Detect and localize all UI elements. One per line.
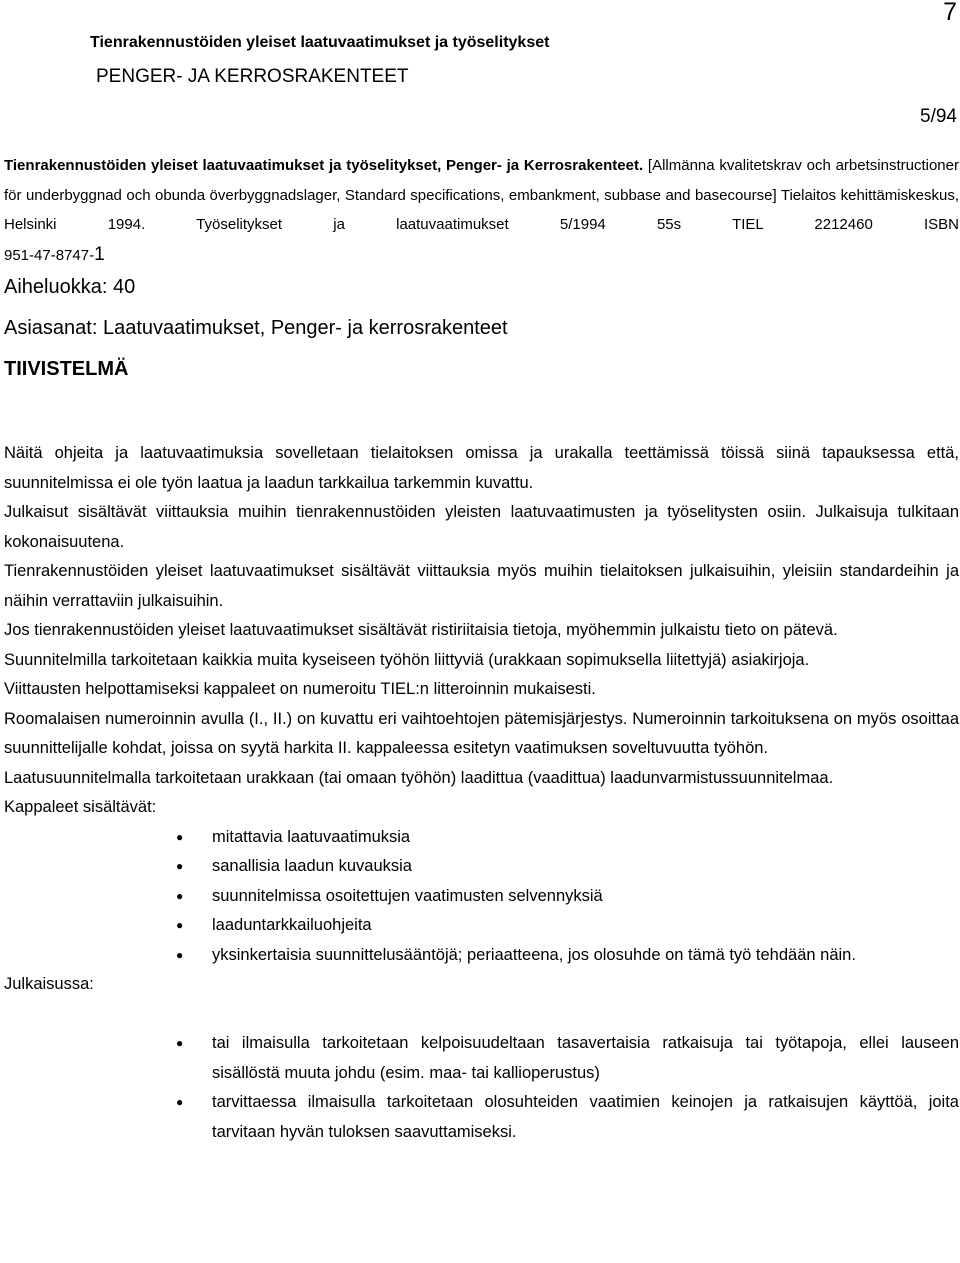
list-item: ● mitattavia laatuvaatimuksia [4, 823, 959, 853]
isbn-start: 951-47-8747- [4, 246, 95, 264]
biblio-isbn [4, 240, 959, 271]
publication-list [4, 1029, 959, 1147]
list-item: ● tai ilmaisulla tarkoitetaan kelpoisuudeltaan tasavertaisia ratkaisuja tai työtapoja, ellei lauseen sisällöstä muuta johdu (esim. maa- tai kallioperustus) [4, 1029, 959, 1088]
list-item: ● sanallisia laadun kuvauksia [4, 852, 959, 882]
paragraph: Julkaisut sisältävät viittauksia muihin tienrakennustöiden yleisten laatuvaatimusten ja työselitysten osiin. Julkaisuja tulkitaan kokonaisuutena. [4, 503, 959, 551]
list-item: ● suunnitelmissa osoitettujen vaatimusten selvennyksiä [4, 882, 959, 912]
paragraph: Näitä ohjeita ja laatuvaatimuksia sovelletaan tielaitoksen omissa ja urakalla teettämissä töissä siinä tapauksessa että, suunnitelmissa ei ole työn laatua ja laadun tarkkailua tarkemmin kuvattu. [4, 444, 959, 492]
biblio-details: [Allmänna kvalitetskrav och arbetsinstructioner för underbyggnad och obunda överbyggnadslager, Standard specifications, embankment, subbase and basecourse] Tielaitos kehittämiskeskus, Helsinki 1994. Työselitykset ja laatuvaatimukset 5/1994 55s TIEL 2212460 ISBN [4, 157, 959, 233]
list-item: ● laaduntarkkailuohjeita [4, 911, 959, 941]
summary-heading: TIIVISTELMÄ [4, 358, 129, 380]
isbn-end: 1 [94, 243, 105, 265]
category: Aiheluokka: 40 [4, 276, 136, 298]
contents-label: Kappaleet sisältävät: [4, 798, 157, 816]
spacer [4, 1000, 959, 1030]
paragraph: Tienrakennustöiden yleiset laatuvaatimukset sisältävät viittauksia myös muihin tielaitoksen julkaisuihin, yleisiin standardeihin ja näihin verrattaviin julkaisuihin. [4, 562, 959, 610]
list-item: ● tarvittaessa ilmaisulla tarkoitetaan olosuhteiden vaatimien keinojen ja ratkaisujen käyttöä, joita tarvitaan hyvän tuloksen saavuttamiseksi. [4, 1088, 959, 1147]
list-item: ● yksinkertaisia suunnittelusääntöjä; periaatteena, jos olosuhde on tämä työ tehdään näin. [4, 941, 959, 971]
header-title: Tienrakennustöiden yleiset laatuvaatimukset ja työselitykset [90, 34, 550, 51]
summary-body [4, 439, 959, 1147]
paragraph: Viittausten helpottamiseksi kappaleet on numeroitu TIEL:n litteroinnin mukaisesti. [4, 680, 596, 698]
bibliographic-description [4, 151, 959, 270]
paragraph: Jos tienrakennustöiden yleiset laatuvaatimukset sisältävät ristiriitaisia tietoja, myöhemmin julkaistu tieto on pätevä. [4, 621, 838, 639]
paragraph: Laatusuunnitelmalla tarkoitetaan urakkaan (tai omaan työhön) laadittua (vaadittua) laadunvarmistussuunnitelmaa. [4, 768, 834, 787]
document-number: 5/94 [920, 106, 957, 127]
page-number: 7 [943, 0, 957, 26]
contents-list [4, 823, 959, 971]
header-subtitle: PENGER- JA KERROSRAKENTEET [96, 66, 409, 87]
paragraph: Roomalaisen numeroinnin avulla (I., II.) on kuvattu eri vaihtoehtojen pätemisjärjestys. Numeroinnin tarkoituksena on myös osoittaa suunnittelijalle kohdat, joissa on syytä harkita II. kappaleessa esitetyn vaatimuksen soveltuvuutta työhön. [4, 709, 959, 757]
biblio-title: Tienrakennustöiden yleiset laatuvaatimukset ja työselitykset, Penger- ja Kerrosrakenteet. [4, 157, 644, 174]
paragraph: Suunnitelmilla tarkoitetaan kaikkia muita kyseiseen työhön liittyviä (urakkaan sopimuksella liitettyjä) asiakirjoja. [4, 650, 810, 669]
publication-label: Julkaisussa: [4, 975, 94, 993]
keywords: Asiasanat: Laatuvaatimukset, Penger- ja kerrosrakenteet [4, 317, 508, 339]
